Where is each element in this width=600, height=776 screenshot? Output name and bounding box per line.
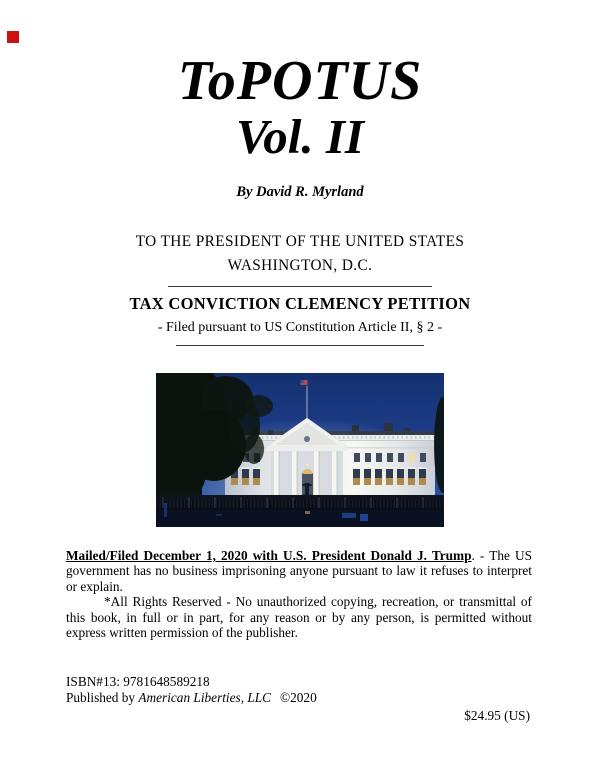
petition-subheading: - Filed pursuant to US Constitution Article II, § 2 - [157,320,443,335]
filing-paragraph [66,548,532,594]
white-house-photo-graphic [156,373,444,527]
filing-statement-rest: . - The US government has no business imprisoning anyone pursuant to law it refuses to interpret or explain. [66,548,533,594]
addressee-line: TO THE PRESIDENT OF THE UNITED STATES [135,233,465,250]
copyright-year: ©2020 [280,689,317,705]
divider-top [168,286,432,287]
imprint-block [66,674,532,705]
price: $24.95 (US) [464,708,530,724]
publisher-prefix: Published by [66,689,139,705]
publisher-line [66,690,532,705]
white-house-photo [156,373,444,527]
divider-bottom [176,345,424,346]
red-square-marker [7,31,19,43]
body-text [66,548,532,640]
book-title: ToPOTUS [177,50,423,112]
book-volume: Vol. II [235,109,364,164]
isbn-line: ISBN#13: 9781648589218 [66,674,210,690]
addressee-city: WASHINGTON, D.C. [227,257,373,274]
petition-heading: TAX CONVICTION CLEMENCY PETITION [129,294,471,313]
rights-reserved-paragraph: *All Rights Reserved - No unauthorized copying, recreation, or transmittal of this book, in full or in part, for any reason or by any person, is permitted without express written permission of the publisher. [66,594,532,641]
author-byline: By David R. Myrland [236,184,364,200]
filing-statement: Mailed/Filed December 1, 2020 with U.S. President Donald J. Trump [66,548,472,563]
publisher-name: American Liberties, LLC [138,689,272,705]
